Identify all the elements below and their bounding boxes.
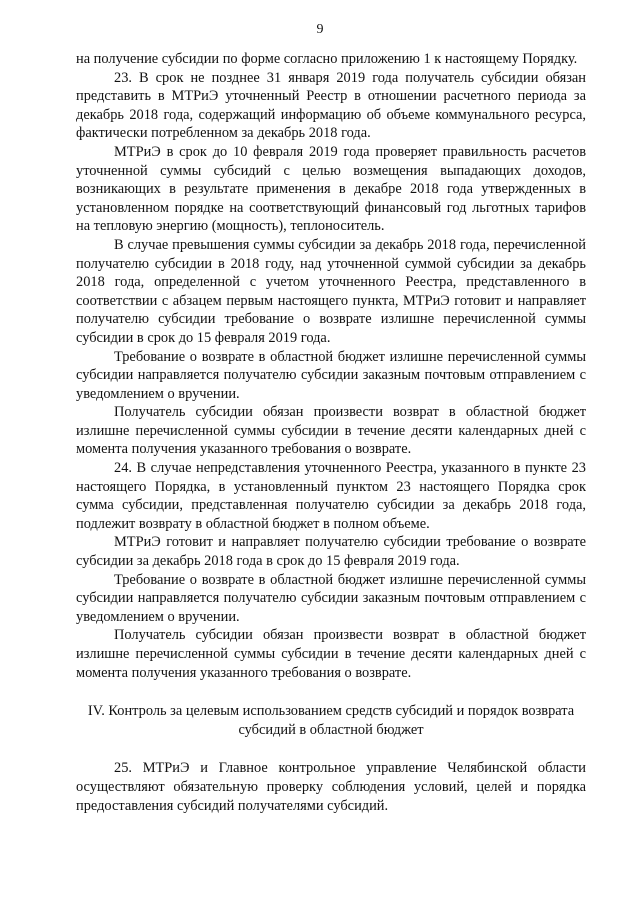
section-heading: IV. Контроль за целевым использованием средств субсидий и порядок возврата субсидий в областной бюджет	[87, 703, 575, 738]
paragraph: МТРиЭ в срок до 10 февраля 2019 года проверяет правильность расчетов уточненной суммы субсидий с целью возмещения выпадающих доходов, возникающих в результате применения в декабре 2018 года утвержденных в установленном порядке на соответствующий финансовый год льготных тарифов на тепловую энергию (мощность), теплоноситель.	[76, 143, 586, 235]
paragraph: Требование о возврате в областной бюджет излишне перечисленной суммы субсидии направляется получателю субсидии заказным почтовым отправлением с уведомлением о вручении.	[76, 348, 586, 402]
paragraph-item-25: 25. МТРиЭ и Главное контрольное управление Челябинской области осуществляют обязательную проверку соблюдения условий, целей и порядка предоставления субсидий получателями субсидий.	[76, 760, 586, 814]
page-number: 9	[316, 22, 324, 37]
paragraph: В случае превышения суммы субсидии за декабрь 2018 года, перечисленной получателю субсидии в 2018 году, над уточненной суммой субсидии за декабрь 2018 года, определенной с учетом уточненного Реестра, представленного в соответствии с абзацем первым настоящего пункта, МТРиЭ готовит и направляет получателю субсидии требование о возврате излишне перечисленной суммы субсидии в срок до 15 февраля 2019 года.	[76, 236, 586, 346]
paragraph-continuation: на получение субсидии по форме согласно приложению 1 к настоящему Порядку.	[76, 51, 578, 67]
paragraph: Получатель субсидии обязан произвести возврат в областной бюджет излишне перечисленной суммы субсидии в течение десяти календарных дней с момента получения указанного требования о возврате.	[76, 627, 586, 681]
paragraph-item-23: 23. В срок не позднее 31 января 2019 года получатель субсидии обязан представить в МТРиЭ уточненный Реестр в отношении расчетного периода за декабрь 2018 года, содержащий информацию об объеме коммунального ресурса, фактически потребленном за декабрь 2018 года.	[76, 69, 586, 142]
document-body	[76, 50, 586, 815]
paragraph: МТРиЭ готовит и направляет получателю субсидии требование о возврате субсидии за декабрь 2018 года в срок до 15 февраля 2019 года.	[76, 534, 586, 570]
paragraph-item-24: 24. В случае непредставления уточненного Реестра, указанного в пункте 23 настоящего Порядка, в установленный пунктом 23 настоящего Порядка срок сумма субсидии, представленная получателю субсидии за декабрь 2018 года, подлежит возврату в областной бюджет в полном объеме.	[76, 460, 586, 532]
paragraph: Требование о возврате в областной бюджет излишне перечисленной суммы субсидии направляется получателю субсидии заказным почтовым отправлением с уведомлением о вручении.	[76, 571, 586, 625]
paragraph: Получатель субсидии обязан произвести возврат в областной бюджет излишне перечисленной суммы субсидии в течение десяти календарных дней с момента получения указанного требования о возврате.	[76, 404, 586, 458]
